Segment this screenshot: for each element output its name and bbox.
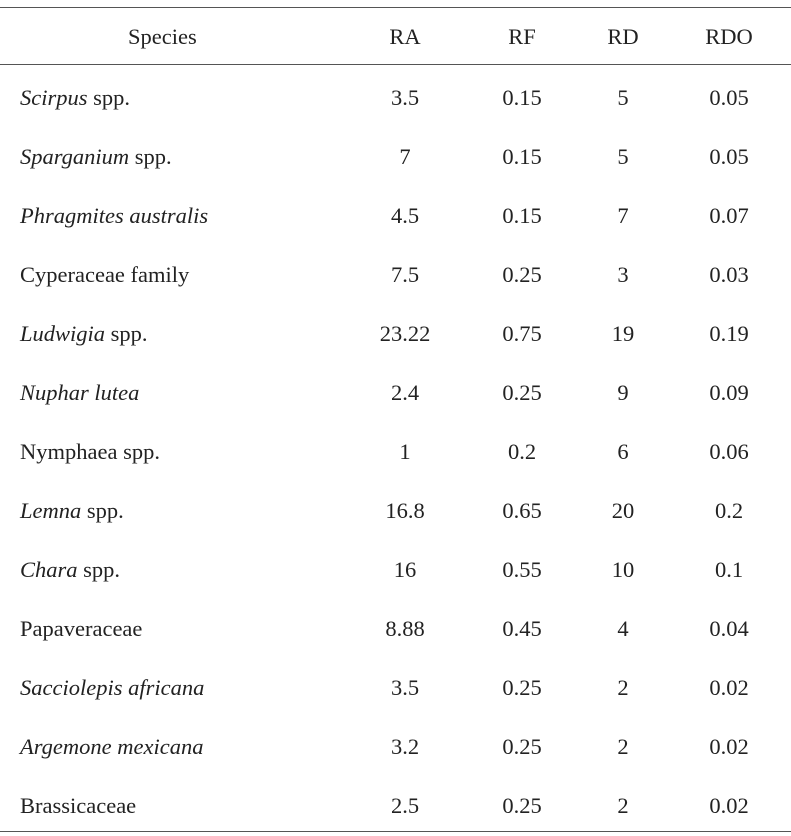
rf-value: 0.25 <box>502 734 542 759</box>
species-plain-part: spp. <box>77 557 121 582</box>
species-name <box>20 658 204 717</box>
table-row <box>0 481 791 540</box>
species-plain-part: Brassicaceae <box>20 793 137 818</box>
rd-value: 10 <box>611 557 635 582</box>
rf-value: 0.15 <box>502 144 542 169</box>
rdo-value: 0.04 <box>709 616 749 641</box>
table-row <box>0 717 791 776</box>
species-italic-part: Nuphar lutea <box>20 380 140 405</box>
species-name <box>20 599 142 658</box>
species-plain-part: Nymphaea spp. <box>20 439 160 464</box>
rdo-value: 0.02 <box>709 675 749 700</box>
species-name <box>20 717 203 776</box>
species-name <box>20 422 160 481</box>
rd-value: 9 <box>617 380 629 405</box>
table-row <box>0 540 791 599</box>
species-name <box>20 363 139 422</box>
species-italic-part: Sparganium <box>20 144 130 169</box>
species-plain-part: spp. <box>87 85 131 110</box>
rd-value: 5 <box>617 85 629 110</box>
rf-value: 0.45 <box>502 616 542 641</box>
rf-value: 0.25 <box>502 793 542 818</box>
rdo-value: 0.02 <box>709 734 749 759</box>
table-row <box>0 127 791 186</box>
table-row <box>0 363 791 422</box>
rd-value: 2 <box>617 734 629 759</box>
table-row <box>0 304 791 363</box>
species-name <box>20 481 124 540</box>
header-species: Species <box>128 24 197 49</box>
species-italic-part: Phragmites australis <box>20 203 209 228</box>
table-row <box>0 68 791 127</box>
species-plain-part: spp. <box>105 321 148 346</box>
ra-value: 1 <box>399 439 411 464</box>
table-row <box>0 658 791 717</box>
species-name <box>20 186 208 245</box>
rdo-value: 0.09 <box>709 380 749 405</box>
rdo-value: 0.19 <box>709 321 749 346</box>
rdo-value: 0.1 <box>714 557 744 582</box>
ra-value: 16 <box>393 557 417 582</box>
rd-value: 4 <box>617 616 629 641</box>
table-row <box>0 422 791 481</box>
bottom-rule <box>0 831 791 832</box>
rdo-value: 0.03 <box>709 262 749 287</box>
rdo-value: 0.02 <box>709 793 749 818</box>
rd-value: 2 <box>617 675 629 700</box>
species-plain-part: spp. <box>129 144 172 169</box>
ra-value: 16.8 <box>385 498 425 523</box>
rdo-value: 0.2 <box>714 498 744 523</box>
species-plain-part: spp. <box>81 498 124 523</box>
species-italic-part: Argemone mexicana <box>20 734 204 759</box>
species-plain-part: Cyperaceae family <box>20 262 190 287</box>
rf-value: 0.65 <box>502 498 542 523</box>
rdo-value: 0.05 <box>709 85 749 110</box>
species-name <box>20 245 189 304</box>
table-row <box>0 599 791 658</box>
rd-value: 20 <box>611 498 635 523</box>
header-rdo: RDO <box>705 24 753 49</box>
ra-value: 2.5 <box>390 793 420 818</box>
species-italic-part: Lemna <box>20 498 82 523</box>
species-italic-part: Ludwigia <box>20 321 106 346</box>
header-ra: RA <box>389 24 421 49</box>
rdo-value: 0.07 <box>709 203 749 228</box>
ra-value: 7 <box>399 144 411 169</box>
rd-value: 3 <box>617 262 629 287</box>
rf-value: 0.2 <box>507 439 537 464</box>
species-name <box>20 68 130 127</box>
rf-value: 0.75 <box>502 321 542 346</box>
species-plain-part: Papaveraceae <box>20 616 143 641</box>
header-rf: RF <box>508 24 536 49</box>
rdo-value: 0.05 <box>709 144 749 169</box>
rf-value: 0.55 <box>502 557 542 582</box>
table-row <box>0 776 791 835</box>
rd-value: 2 <box>617 793 629 818</box>
ra-value: 2.4 <box>390 380 420 405</box>
rd-value: 6 <box>617 439 629 464</box>
ra-value: 3.5 <box>390 85 420 110</box>
ra-value: 3.2 <box>390 734 420 759</box>
rf-value: 0.15 <box>502 85 542 110</box>
ra-value: 4.5 <box>390 203 420 228</box>
species-italic-part: Sacciolepis africana <box>20 675 205 700</box>
ra-value: 3.5 <box>390 675 420 700</box>
rdo-value: 0.06 <box>709 439 749 464</box>
rd-value: 19 <box>611 321 635 346</box>
rf-value: 0.25 <box>502 675 542 700</box>
header-rule <box>0 64 791 65</box>
ra-value: 7.5 <box>390 262 420 287</box>
species-italic-part: Chara <box>20 557 78 582</box>
table-row <box>0 245 791 304</box>
rf-value: 0.15 <box>502 203 542 228</box>
table-row <box>0 186 791 245</box>
species-name <box>20 776 136 835</box>
species-name <box>20 540 120 599</box>
header-row <box>0 7 791 66</box>
ra-value: 8.88 <box>385 616 425 641</box>
ra-value: 23.22 <box>379 321 431 346</box>
rd-value: 7 <box>617 203 629 228</box>
rf-value: 0.25 <box>502 262 542 287</box>
species-name <box>20 127 172 186</box>
species-italic-part: Scirpus <box>20 85 88 110</box>
rd-value: 5 <box>617 144 629 169</box>
species-name <box>20 304 148 363</box>
header-rd: RD <box>607 24 639 49</box>
rf-value: 0.25 <box>502 380 542 405</box>
